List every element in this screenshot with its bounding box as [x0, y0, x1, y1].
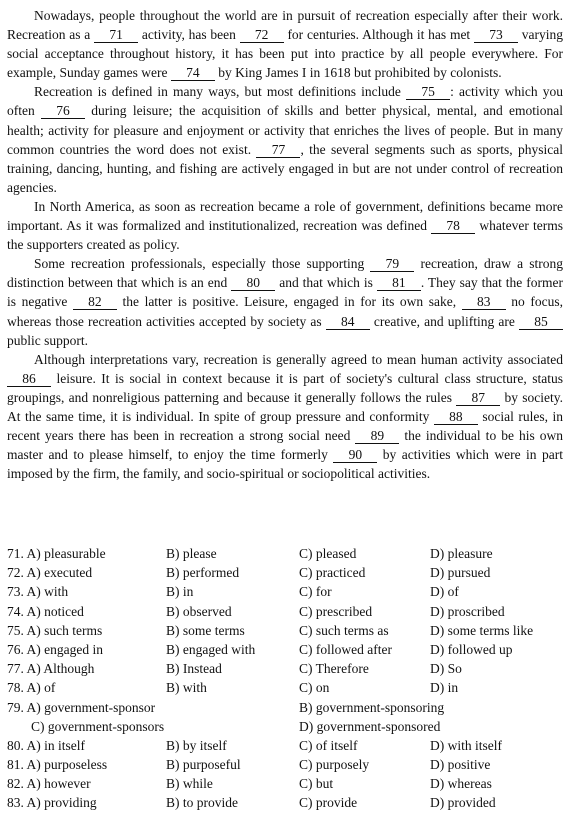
- question-74-a[interactable]: [7, 602, 84, 621]
- question-80-c[interactable]: C) of itself: [299, 737, 358, 753]
- blank-72[interactable]: 72: [240, 27, 284, 43]
- question-number: 78.: [7, 680, 24, 696]
- question-83-d[interactable]: D) provided: [430, 795, 496, 811]
- question-71-b[interactable]: B) please: [166, 546, 217, 561]
- question-83-b[interactable]: B) to provide: [166, 795, 238, 811]
- blank-85[interactable]: 85: [519, 314, 563, 330]
- option-row: [7, 717, 567, 736]
- question-80-b[interactable]: B) by itself: [166, 737, 227, 753]
- passage-text: Although interpretations vary, recreation is generally agreed to mean human activity associated: [34, 351, 563, 367]
- passage-text: : activity which you often: [7, 84, 563, 119]
- passage-text: during leisure; the acquisition of skills and better physical, mental, and emotional health; activity for pleasure and enjoyment or activity that enriches the lives of people. But in many common countries the word does not exist.: [7, 103, 563, 157]
- question-79-a[interactable]: [7, 698, 155, 717]
- option-a: A) executed: [26, 565, 93, 581]
- passage-text: creative, and uplifting are: [369, 313, 519, 329]
- paragraph-3: [7, 197, 563, 254]
- option-row: [7, 582, 567, 601]
- option-row: [7, 774, 567, 793]
- blank-87[interactable]: 87: [456, 390, 500, 406]
- question-81-b[interactable]: B) purposeful: [166, 757, 241, 773]
- passage-text: , the several segments such as sports, physical training, dancing, hunting, and fishing are actively engaged in but are not under control of recreation agencies.: [7, 141, 563, 195]
- blank-77[interactable]: 77: [256, 142, 300, 158]
- blank-84[interactable]: 84: [326, 314, 370, 330]
- question-81-c[interactable]: C) purposely: [299, 757, 370, 773]
- question-number: 75.: [7, 622, 24, 638]
- question-72-d[interactable]: D) pursued: [430, 565, 491, 581]
- blank-78[interactable]: 78: [431, 218, 475, 234]
- blank-88[interactable]: 88: [434, 409, 478, 425]
- option-row: [7, 640, 567, 659]
- passage-text: by activities which were in part imposed by the firm, the family, and socio-spiritual or sociopolitical activities.: [7, 447, 563, 482]
- option-a: A) providing: [26, 795, 97, 811]
- question-77-a[interactable]: [7, 659, 94, 678]
- option-a: A) engaged in: [26, 641, 103, 657]
- question-76-d[interactable]: D) followed up: [430, 641, 513, 657]
- question-73-d[interactable]: D) of: [430, 584, 459, 600]
- question-76-b[interactable]: B) engaged with: [166, 641, 256, 657]
- question-79-b[interactable]: B) government-sponsoring: [299, 699, 445, 715]
- option-row: [7, 793, 567, 812]
- blank-83[interactable]: 83: [462, 294, 506, 310]
- option-a: A) in itself: [26, 737, 86, 753]
- option-a: A) purposeless: [26, 757, 108, 773]
- option-a: A) pleasurable: [26, 546, 106, 561]
- paragraph-4: [7, 254, 563, 349]
- option-a: A) government-sponsor: [26, 699, 156, 715]
- question-72-b[interactable]: B) performed: [166, 565, 240, 581]
- paragraph-5: [7, 350, 563, 484]
- question-number: 71.: [7, 546, 24, 561]
- blank-81[interactable]: 81: [377, 275, 421, 291]
- question-number: 76.: [7, 641, 24, 657]
- answer-options: [7, 544, 567, 813]
- option-row: [7, 736, 567, 755]
- question-77-b[interactable]: B) Instead: [166, 661, 222, 677]
- paragraph-2: [7, 82, 563, 197]
- question-80-a[interactable]: [7, 736, 85, 755]
- question-number: 82.: [7, 776, 24, 792]
- passage-text: Recreation is defined in many ways, but most definitions include: [34, 84, 407, 100]
- option-a: A) however: [26, 776, 91, 792]
- option-a: A) such terms: [26, 622, 103, 638]
- blank-89[interactable]: 89: [355, 428, 399, 444]
- blank-74[interactable]: 74: [171, 65, 215, 81]
- question-number: 73.: [7, 584, 24, 600]
- question-76-a[interactable]: [7, 640, 103, 659]
- question-77-c[interactable]: C) Therefore: [299, 661, 369, 677]
- question-83-a[interactable]: [7, 793, 97, 812]
- passage-text: by society. At the same time, it is individual. In spite of group pressure and conformity: [7, 389, 563, 424]
- cloze-passage: [7, 6, 563, 483]
- passage-text: . They say that the former is negative: [7, 275, 563, 310]
- question-75-a[interactable]: [7, 621, 102, 640]
- question-number: 81.: [7, 757, 24, 773]
- question-81-d[interactable]: D) positive: [430, 757, 491, 773]
- passage-text: social rules, in recent years there has been in recreation a strong social need: [7, 408, 564, 444]
- question-number: 79.: [7, 699, 24, 715]
- question-79-d[interactable]: D) government-sponsored: [299, 718, 441, 734]
- passage-text: recreation, draw a strong distinction between that which is an end: [7, 256, 563, 291]
- passage-text: varying social acceptance throughout history, it has been put into practice by all people everywhere. For example, Sunday games were: [7, 27, 563, 81]
- question-75-b[interactable]: B) some terms: [166, 622, 245, 638]
- question-78-d[interactable]: D) in: [430, 680, 459, 696]
- blank-73[interactable]: 73: [474, 27, 518, 43]
- question-81-a[interactable]: [7, 755, 107, 774]
- question-71-a[interactable]: [7, 544, 106, 563]
- passage-text: activity, has been: [138, 27, 240, 43]
- question-79-c[interactable]: C) government-sponsors: [31, 718, 165, 734]
- question-71-c[interactable]: C) pleased: [299, 546, 357, 561]
- option-row: [7, 698, 567, 717]
- question-number: 80.: [7, 737, 24, 753]
- question-82-d[interactable]: D) whereas: [430, 776, 492, 792]
- passage-text: whatever terms the supporters created as policy.: [7, 218, 563, 253]
- question-73-a[interactable]: [7, 582, 68, 601]
- question-number: 77.: [7, 661, 24, 677]
- option-a: A) of: [26, 680, 56, 696]
- blank-82[interactable]: 82: [73, 294, 117, 310]
- question-82-a[interactable]: [7, 774, 91, 793]
- option-a: A) Although: [26, 661, 95, 677]
- passage-text: public support.: [7, 332, 88, 348]
- option-a: A) noticed: [26, 603, 84, 619]
- passage-text: the individual to be his own master and to please himself, to enjoy the time formerly: [7, 428, 564, 463]
- option-row: [7, 544, 567, 563]
- paragraph-1: [7, 6, 563, 82]
- question-83-c[interactable]: C) provide: [299, 795, 358, 811]
- blank-75[interactable]: 75: [406, 84, 450, 100]
- question-number: 74.: [7, 603, 24, 619]
- option-row: [7, 659, 567, 678]
- blank-79[interactable]: 79: [370, 256, 414, 272]
- question-78-b[interactable]: B) with: [166, 680, 207, 696]
- passage-text: the latter is positive. Leisure, engaged in for its own sake,: [116, 294, 462, 310]
- passage-text: In North America, as soon as recreation became a role of government, definitions became more important. As it was formalized and institutionalized, recreation was defined: [7, 198, 563, 234]
- passage-text: by King James I in 1618 but prohibited by colonists.: [214, 65, 502, 81]
- question-82-b[interactable]: B) while: [166, 776, 213, 792]
- passage-text: leisure. It is social in context because it is part of society's cultural class structure, status groupings, and nonreligious patterning and because it generally follows the rules: [7, 370, 563, 405]
- blank-71[interactable]: 71: [94, 27, 138, 43]
- passage-text: Some recreation professionals, especially those supporting: [34, 256, 371, 272]
- question-82-c[interactable]: C) but: [299, 776, 334, 792]
- blank-76[interactable]: 76: [41, 103, 85, 119]
- question-80-d[interactable]: D) with itself: [430, 737, 502, 753]
- question-75-d[interactable]: D) some terms like: [430, 622, 534, 638]
- option-row: [7, 678, 567, 697]
- question-74-b[interactable]: B) observed: [166, 603, 232, 619]
- option-row: [7, 563, 567, 582]
- question-78-a[interactable]: [7, 678, 55, 697]
- option-row: [7, 621, 567, 640]
- question-number: 72.: [7, 565, 24, 581]
- option-row: [7, 602, 567, 621]
- option-a: A) with: [26, 584, 69, 600]
- question-77-d[interactable]: D) So: [430, 661, 462, 677]
- question-72-c[interactable]: C) practiced: [299, 565, 366, 581]
- passage-text: no focus, whereas those recreation activities accepted by society as: [7, 294, 564, 329]
- question-74-c[interactable]: C) prescribed: [299, 603, 373, 619]
- option-row: [7, 755, 567, 774]
- blank-80[interactable]: 80: [231, 275, 275, 291]
- passage-text: Nowadays, people throughout the world are in pursuit of recreation especially after their work. Recreation as a: [7, 8, 563, 43]
- question-number: 83.: [7, 795, 24, 811]
- question-72-a[interactable]: [7, 563, 92, 582]
- passage-text: and that which is: [275, 275, 377, 291]
- question-73-c[interactable]: C) for: [299, 584, 332, 600]
- question-76-c[interactable]: C) followed after: [299, 641, 392, 657]
- question-75-c[interactable]: C) such terms as: [299, 622, 389, 638]
- question-74-d[interactable]: D) proscribed: [430, 603, 505, 619]
- passage-text: for centuries. Although it has met: [283, 27, 474, 43]
- question-71-d[interactable]: D) pleasure: [430, 546, 493, 561]
- blank-90[interactable]: 90: [333, 447, 377, 463]
- question-73-b[interactable]: B) in: [166, 584, 194, 600]
- question-78-c[interactable]: C) on: [299, 680, 330, 696]
- blank-86[interactable]: 86: [7, 371, 51, 387]
